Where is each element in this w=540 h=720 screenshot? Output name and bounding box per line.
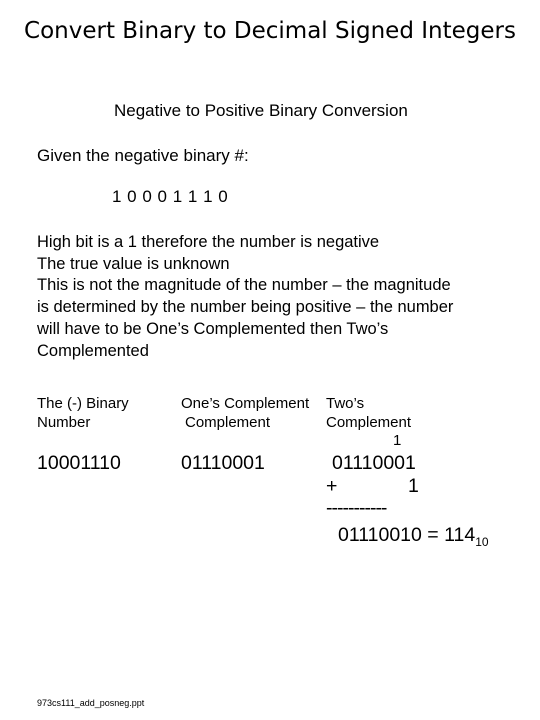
twos-complement-result: [338, 524, 489, 549]
carry-digit: 1: [393, 432, 402, 449]
explanation-line: Complemented: [37, 341, 149, 360]
explanation-line: High bit is a 1 therefore the number is negative: [37, 233, 380, 251]
result-base-subscript: 10: [475, 534, 489, 549]
ones-complement-value: 01110001: [181, 452, 265, 474]
twos-complement-header-line1: Two’s: [326, 395, 365, 412]
negative-binary-header-line2: Number: [37, 414, 91, 431]
ones-complement-header-line2: Complement: [185, 414, 271, 431]
footer-filename: 973cs111_add_posneg.ppt: [37, 698, 145, 708]
explanation-line: will have to be One’s Complemented then Two’s: [37, 319, 389, 338]
explanation-line: This is not the magnitude of the number – the magnitude: [37, 276, 451, 295]
ones-complement-header: [181, 394, 309, 432]
explanation-text: [37, 232, 453, 362]
negative-binary-header: [37, 394, 129, 432]
twos-complement-value: 01110001: [332, 452, 416, 474]
slide-subtitle: Negative to Positive Binary Conversion: [114, 101, 408, 120]
slide-title: Convert Binary to Decimal Signed Integers: [24, 18, 516, 44]
result-text: 01110010 = 114: [338, 524, 476, 546]
addend-one: 1: [408, 475, 419, 497]
given-label: Given the negative binary #:: [37, 146, 249, 165]
ones-complement-header-line1: One’s Complement: [181, 395, 310, 412]
plus-sign: +: [326, 475, 338, 497]
twos-complement-header: [326, 394, 411, 432]
negative-binary-value: 10001110: [37, 452, 121, 474]
explanation-line: The true value is unknown: [37, 254, 230, 273]
negative-binary-header-line1: The (-) Binary: [37, 395, 129, 412]
sum-rule: -----------: [326, 497, 387, 519]
given-binary-value: 1 0 0 0 1 1 1 0: [112, 187, 229, 206]
explanation-line: is determined by the number being positive – the number: [37, 298, 454, 317]
twos-complement-header-line2: Complement: [326, 414, 412, 431]
